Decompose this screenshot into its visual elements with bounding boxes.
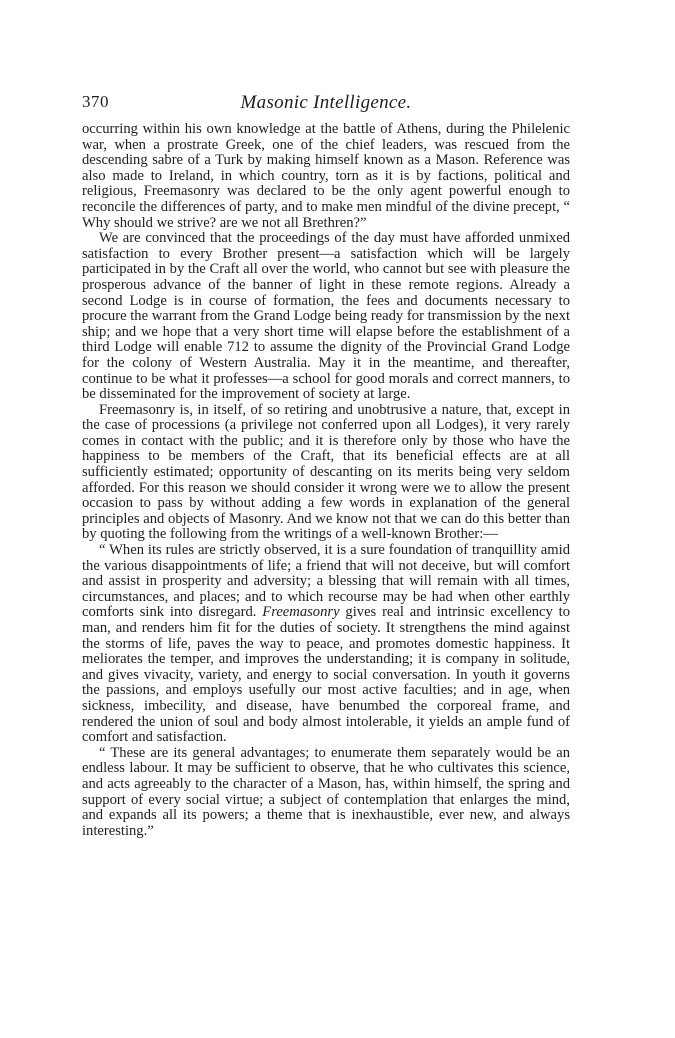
- quotation-text-start: “ When its rules are strictly observed, it is a sure foundation of tranquillity amid the various disappointments of life; a friend that will not deceive, but will comfort and assist in prosperity and adversity; a blessing that will remain with all times, circumstances, and places; and to which recourse may be had when other earthly comforts sink into disregard.: [82, 542, 570, 621]
- quotation-text-end: gives real and intrinsic excellency to man, and renders him fit for the duties of society. It strengthens the mind against the storms of life, paves the way to peace, and promotes domestic happiness. It meliorates the temper, and improves the understanding; it is company in solitude, and gives vivacity, variety, and energy to social conversation. In youth it governs the passions, and employs usefully our most active faculties; and in age, when sickness, imbecility, and disease, have benumbed the corporeal frame, and rendered the union of soul and body almost intolerable, it yields an ample fund of comfort and satisfaction.: [82, 604, 570, 746]
- paragraph-quotation-advantages: “ These are its general advantages; to enumerate them separately would be an endless labour. It may be sufficient to observe, that he who cultivates this science, and acts agreeably to the character of a Mason, has, within himself, the spring and support of every social virtue; a subject of contemplation that enlarges the mind, and expands all its powers; a theme that is inexhaustible, ever new, and always interesting.”: [82, 744, 570, 839]
- page-number: 370: [82, 92, 109, 111]
- document-page: [82, 92, 570, 839]
- paragraph-freemasonry-nature: Freemasonry is, in itself, of so retiring and unobtrusive a nature, that, except in the case of processions (a privilege not conferred upon all Lodges), it very rarely comes in contact with the public; and it is therefore only by those who have the happiness to be members of the Craft, that its beneficial effects are at all sufficiently estimated; opportunity of descanting on its merits being very seldom afforded. For this reason we should consider it wrong were we to allow the present occasion to pass by without adding a few words in explanation of the general principles and objects of Masonry. And we know not that we can do this better than by quoting the following from the writings of a well-known Brother:—: [82, 401, 570, 543]
- paragraph-lodge-proceedings: We are convinced that the proceedings of the day must have afforded unmixed satisfaction to every Brother present—a satisfaction which will be largely participated in by the Craft all over the world, who cannot but see with pleasure the prosperous advance of the banner of light in these remote regions. Already a second Lodge is in course of formation, the fees and documents necessary to procure the warrant from the Grand Lodge being ready for transmission by the next ship; and we hope that a very short time will elapse before the establishment of a third Lodge will enable 712 to assume the dignity of the Provincial Grand Lodge for the colony of Western Australia. May it in the meantime, and thereafter, continue to be what it professes—a school for good morals and correct manners, to be disseminated for the improvement of society at large.: [82, 230, 570, 403]
- paragraph-continuation: occurring within his own knowledge at the battle of Athens, during the Philelenic war, when a prostrate Greek, one of the chief leaders, was rescued from the descending sabre of a Turk by making himself known as a Mason. Reference was also made to Ireland, in which country, torn as it is by factions, political and religious, Freemasonry was declared to be the only agent powerful enough to reconcile the differences of party, and to make men mindful of the divine precept, “ Why should we strive? are we not all Brethren?”: [82, 121, 570, 231]
- paragraph-quotation-rules: [82, 543, 570, 746]
- article-body: [82, 122, 570, 839]
- page-header: [82, 92, 570, 122]
- running-title: Masonic Intelligence.: [240, 92, 412, 113]
- quotation-emphasis: Freemasonry: [262, 604, 340, 621]
